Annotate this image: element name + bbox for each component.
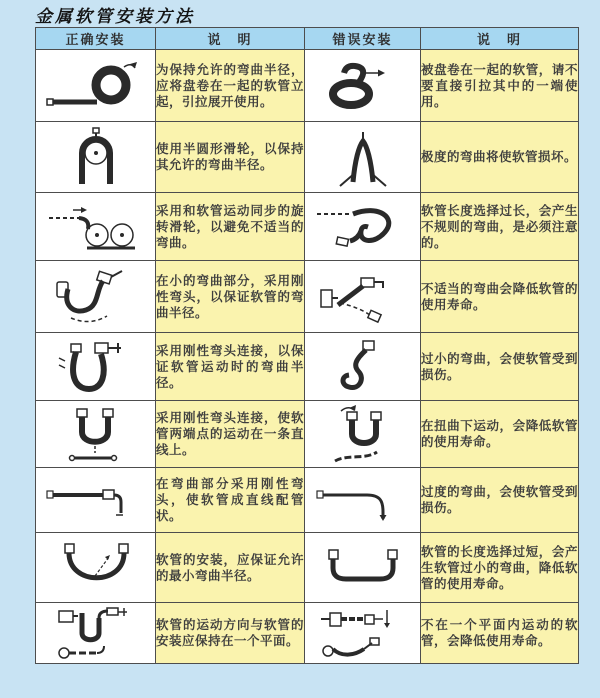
correct-illustration-cell (36, 533, 156, 603)
correct-description: 采用刚性弯头连接，使软管两端点的运动在一条直线上。 (156, 401, 305, 468)
correct-illustration-cell (36, 122, 156, 193)
wrong-description: 不适当的弯曲会降低软管的使用寿命。 (421, 261, 579, 333)
hoses-moving-out-of-plane-icon (313, 604, 413, 662)
wrong-illustration-cell (305, 261, 421, 333)
table-row (36, 261, 579, 333)
table-row (36, 333, 579, 401)
hose-sharply-folded-peak-icon (313, 126, 413, 188)
wrong-illustration-cell (305, 122, 421, 193)
table-row (36, 533, 579, 603)
correct-description: 在小的弯曲部分，采用刚性弯头，以保证软管的弯曲半径。 (156, 261, 305, 333)
correct-illustration-cell (36, 401, 156, 468)
correct-description: 采用刚性弯头连接，以保证软管运动时的弯曲半径。 (156, 333, 305, 401)
wrong-illustration-cell (305, 333, 421, 401)
wrong-description: 极度的弯曲将使软管损坏。 (421, 122, 579, 193)
correct-illustration-cell (36, 333, 156, 401)
correct-illustration-cell (36, 50, 156, 122)
wrong-description: 不在一个平面内运动的软管，会降低使用寿命。 (421, 603, 579, 664)
wrong-description: 过度的弯曲，会使软管受到损伤。 (421, 468, 579, 533)
table-row (36, 401, 579, 468)
correct-illustration-cell (36, 193, 156, 261)
page-title: 金属软管安装方法 (35, 7, 195, 27)
correct-description: 使用半圆形滑轮，以保持其允许的弯曲半径。 (156, 122, 305, 193)
table-row (36, 603, 579, 664)
table-row (36, 50, 579, 122)
synchronized-rotating-pulleys-icon (43, 198, 149, 256)
wrong-illustration-cell (305, 193, 421, 261)
wrong-description: 在扭曲下运动，会降低软管的使用寿命。 (421, 401, 579, 468)
overlong-hose-irregular-loop-icon (313, 198, 413, 256)
too-short-flat-u-icon (313, 538, 413, 598)
correct-description: 在弯曲部分采用刚性弯头，使软管成直线配管状。 (156, 468, 305, 533)
table-row (36, 468, 579, 533)
header-description-left: 说 明 (156, 28, 305, 50)
rigid-elbow-at-small-bend-icon (43, 266, 149, 328)
correct-illustration-cell (36, 603, 156, 664)
rigid-elbow-connection-u-loop-icon (43, 337, 149, 397)
wrong-description: 过小的弯曲，会使软管受到损伤。 (421, 333, 579, 401)
header-row (36, 28, 579, 50)
wrong-illustration-cell (305, 50, 421, 122)
hose-over-semicircular-pulley-icon (43, 126, 149, 188)
wrong-illustration-cell (305, 468, 421, 533)
trap-assembly-same-plane-motion-icon (43, 604, 149, 662)
header-correct-install: 正确安装 (36, 28, 156, 50)
wrong-illustration-cell (305, 401, 421, 468)
wide-u-minimum-bend-radius-icon (43, 538, 149, 598)
straight-piping-with-rigid-elbow-icon (43, 471, 149, 529)
wrong-illustration-cell (305, 533, 421, 603)
u-loop-endpoints-on-straight-line-icon (43, 404, 149, 464)
wrong-description: 软管的长度选择过短，会产生软管过小的弯曲，降低软管的使用寿命。 (421, 533, 579, 603)
wrong-illustration-cell (305, 603, 421, 664)
flat-coil-pulled-from-one-end-icon (313, 56, 413, 116)
u-loop-moving-under-twist-icon (313, 404, 413, 464)
installation-methods-table (35, 27, 579, 664)
table-row (36, 193, 579, 261)
header-wrong-install: 错误安装 (305, 28, 421, 50)
upright-coil-unrolled-by-rolling-icon (43, 56, 149, 116)
correct-description: 软管的运动方向与软管的安装应保持在一个平面。 (156, 603, 305, 664)
wrong-description: 软管长度选择过长，会产生不规则的弯曲，是必须注意的。 (421, 193, 579, 261)
improper-angled-bend-fork-icon (313, 266, 413, 328)
correct-description: 为保持允许的弯曲半径，应将盘卷在一起的软管立起，引拉展开使用。 (156, 50, 305, 122)
correct-illustration-cell (36, 261, 156, 333)
table-row (36, 122, 579, 193)
hose-snake-too-small-bend-icon (313, 337, 413, 397)
header-description-right: 说 明 (421, 28, 579, 50)
correct-description: 软管的安装，应保证允许的最小弯曲半径。 (156, 533, 305, 603)
correct-description: 采用和软管运动同步的旋转滑轮，以避免不适当的弯曲。 (156, 193, 305, 261)
excessive-bend-at-end-icon (313, 471, 413, 529)
wrong-description: 被盘卷在一起的软管，请不要直接引拉其中的一端使用。 (421, 50, 579, 122)
correct-illustration-cell (36, 468, 156, 533)
